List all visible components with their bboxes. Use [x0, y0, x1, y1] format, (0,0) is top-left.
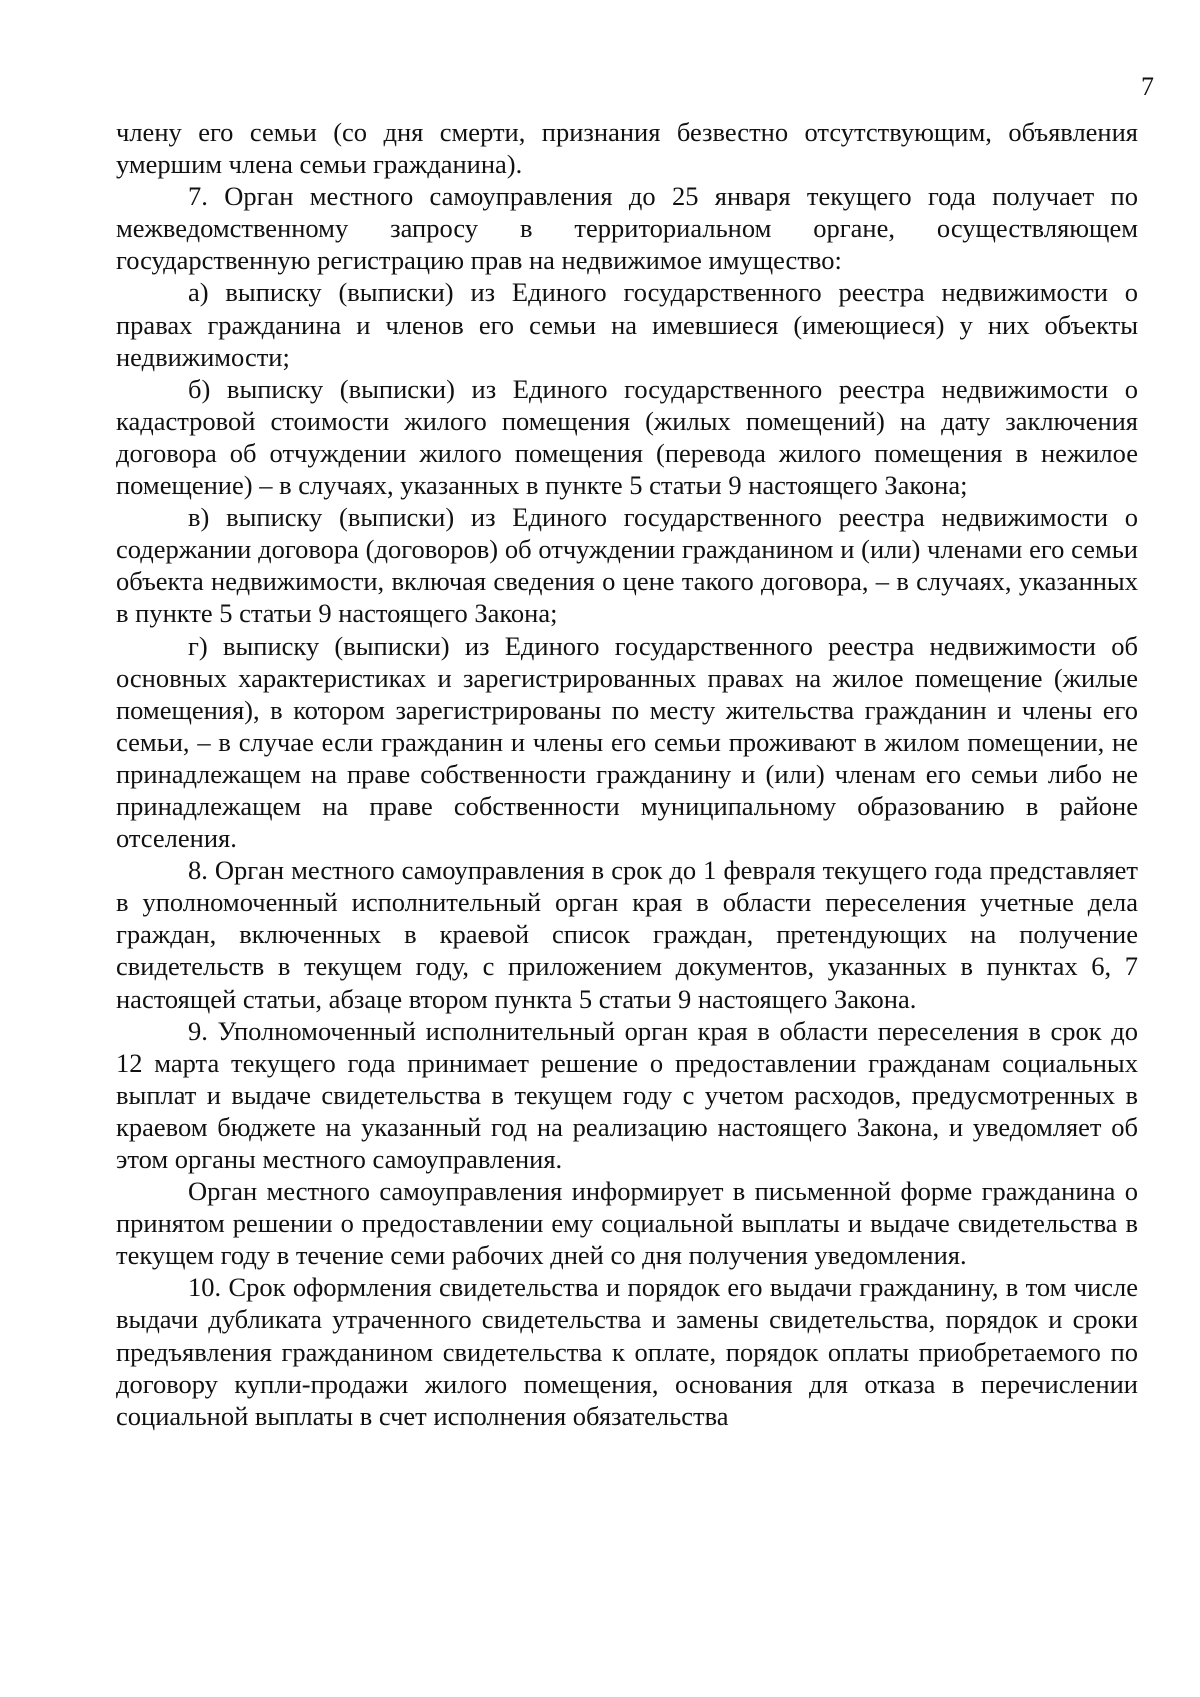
page-number: 7 — [1141, 72, 1154, 101]
paragraph-subitem-g: г) выписку (выписки) из Единого государственного реестра недвижимости об основных характеристиках и зарегистрированных правах на жилое помещение (жилые помещения), в котором зарегистрированы по месту жительства гражданин и члены его семьи, – в случае если гражданин и члены его семьи проживают в жилом помещении, не принадлежащем на праве собственности гражданину и (или) членам его семьи либо не принадлежащем на праве собственности муниципальному образованию в районе отселения. — [116, 630, 1138, 854]
paragraph-item-10: 10. Срок оформления свидетельства и порядок его выдачи гражданину, в том числе выдачи дубликата утраченного свидетельства и замены свидетельства, порядок и сроки предъявления гражданином свидетельства к оплате, порядок оплаты приобретаемого по договору купли-продажи жилого помещения, основания для отказа в перечислении социальной выплаты в счет исполнения обязательства — [116, 1272, 1138, 1431]
paragraph-subitem-v: в) выписку (выписки) из Единого государственного реестра недвижимости о содержании договора (договоров) об отчуждении гражданином и (или) членами его семьи объекта недвижимости, включая сведения о цене такого договора, – в случаях, указанных в пункте 5 статьи 9 настоящего Закона; — [116, 502, 1138, 629]
paragraph-item-7: 7. Орган местного самоуправления до 25 января текущего года получает по межведомственному запросу в территориальном органе, осуществляющем государственную регистрацию прав на недвижимое имущество: — [116, 181, 1138, 276]
paragraph-item-9-notice: Орган местного самоуправления информирует в письменной форме гражданина о принятом решении о предоставлении ему социальной выплаты и выдаче свидетельства в текущем году в течение семи рабочих дней со дня получения уведомления. — [116, 1176, 1138, 1271]
paragraph-item-9: 9. Уполномоченный исполнительный орган края в области переселения в срок до 12 марта текущего года принимает решение о предоставлении гражданам социальных выплат и выдаче свидетельства в текущем году с учетом расходов, предусмотренных в краевом бюджете на указанный год на реализацию настоящего Закона, и уведомляет об этом органы местного самоуправления. — [116, 1015, 1138, 1174]
paragraph-subitem-b: б) выписку (выписки) из Единого государственного реестра недвижимости о кадастровой стоимости жилого помещения (жилых помещений) на дату заключения договора об отчуждении жилого помещения (перевода жилого помещения в нежилое помещение) – в случаях, указанных в пункте 5 статьи 9 настоящего Закона; — [116, 373, 1138, 501]
document-body — [116, 116, 1138, 1432]
paragraph-continuation: члену его семьи (со дня смерти, признания безвестно отсутствующим, объявления умершим члена семьи гражданина). — [116, 117, 1138, 180]
paragraph-subitem-a: а) выписку (выписки) из Единого государственного реестра недвижимости о правах гражданина и членов его семьи на имевшиеся (имеющиеся) у них объекты недвижимости; — [116, 277, 1138, 372]
paragraph-item-8: 8. Орган местного самоуправления в срок до 1 февраля текущего года представляет в уполномоченный исполнительный орган края в области переселения учетные дела граждан, включенных в краевой список граждан, претендующих на получение свидетельств в текущем году, с приложением документов, указанных в пунктах 6, 7 настоящей статьи, абзаце втором пункта 5 статьи 9 настоящего Закона. — [116, 855, 1138, 1014]
